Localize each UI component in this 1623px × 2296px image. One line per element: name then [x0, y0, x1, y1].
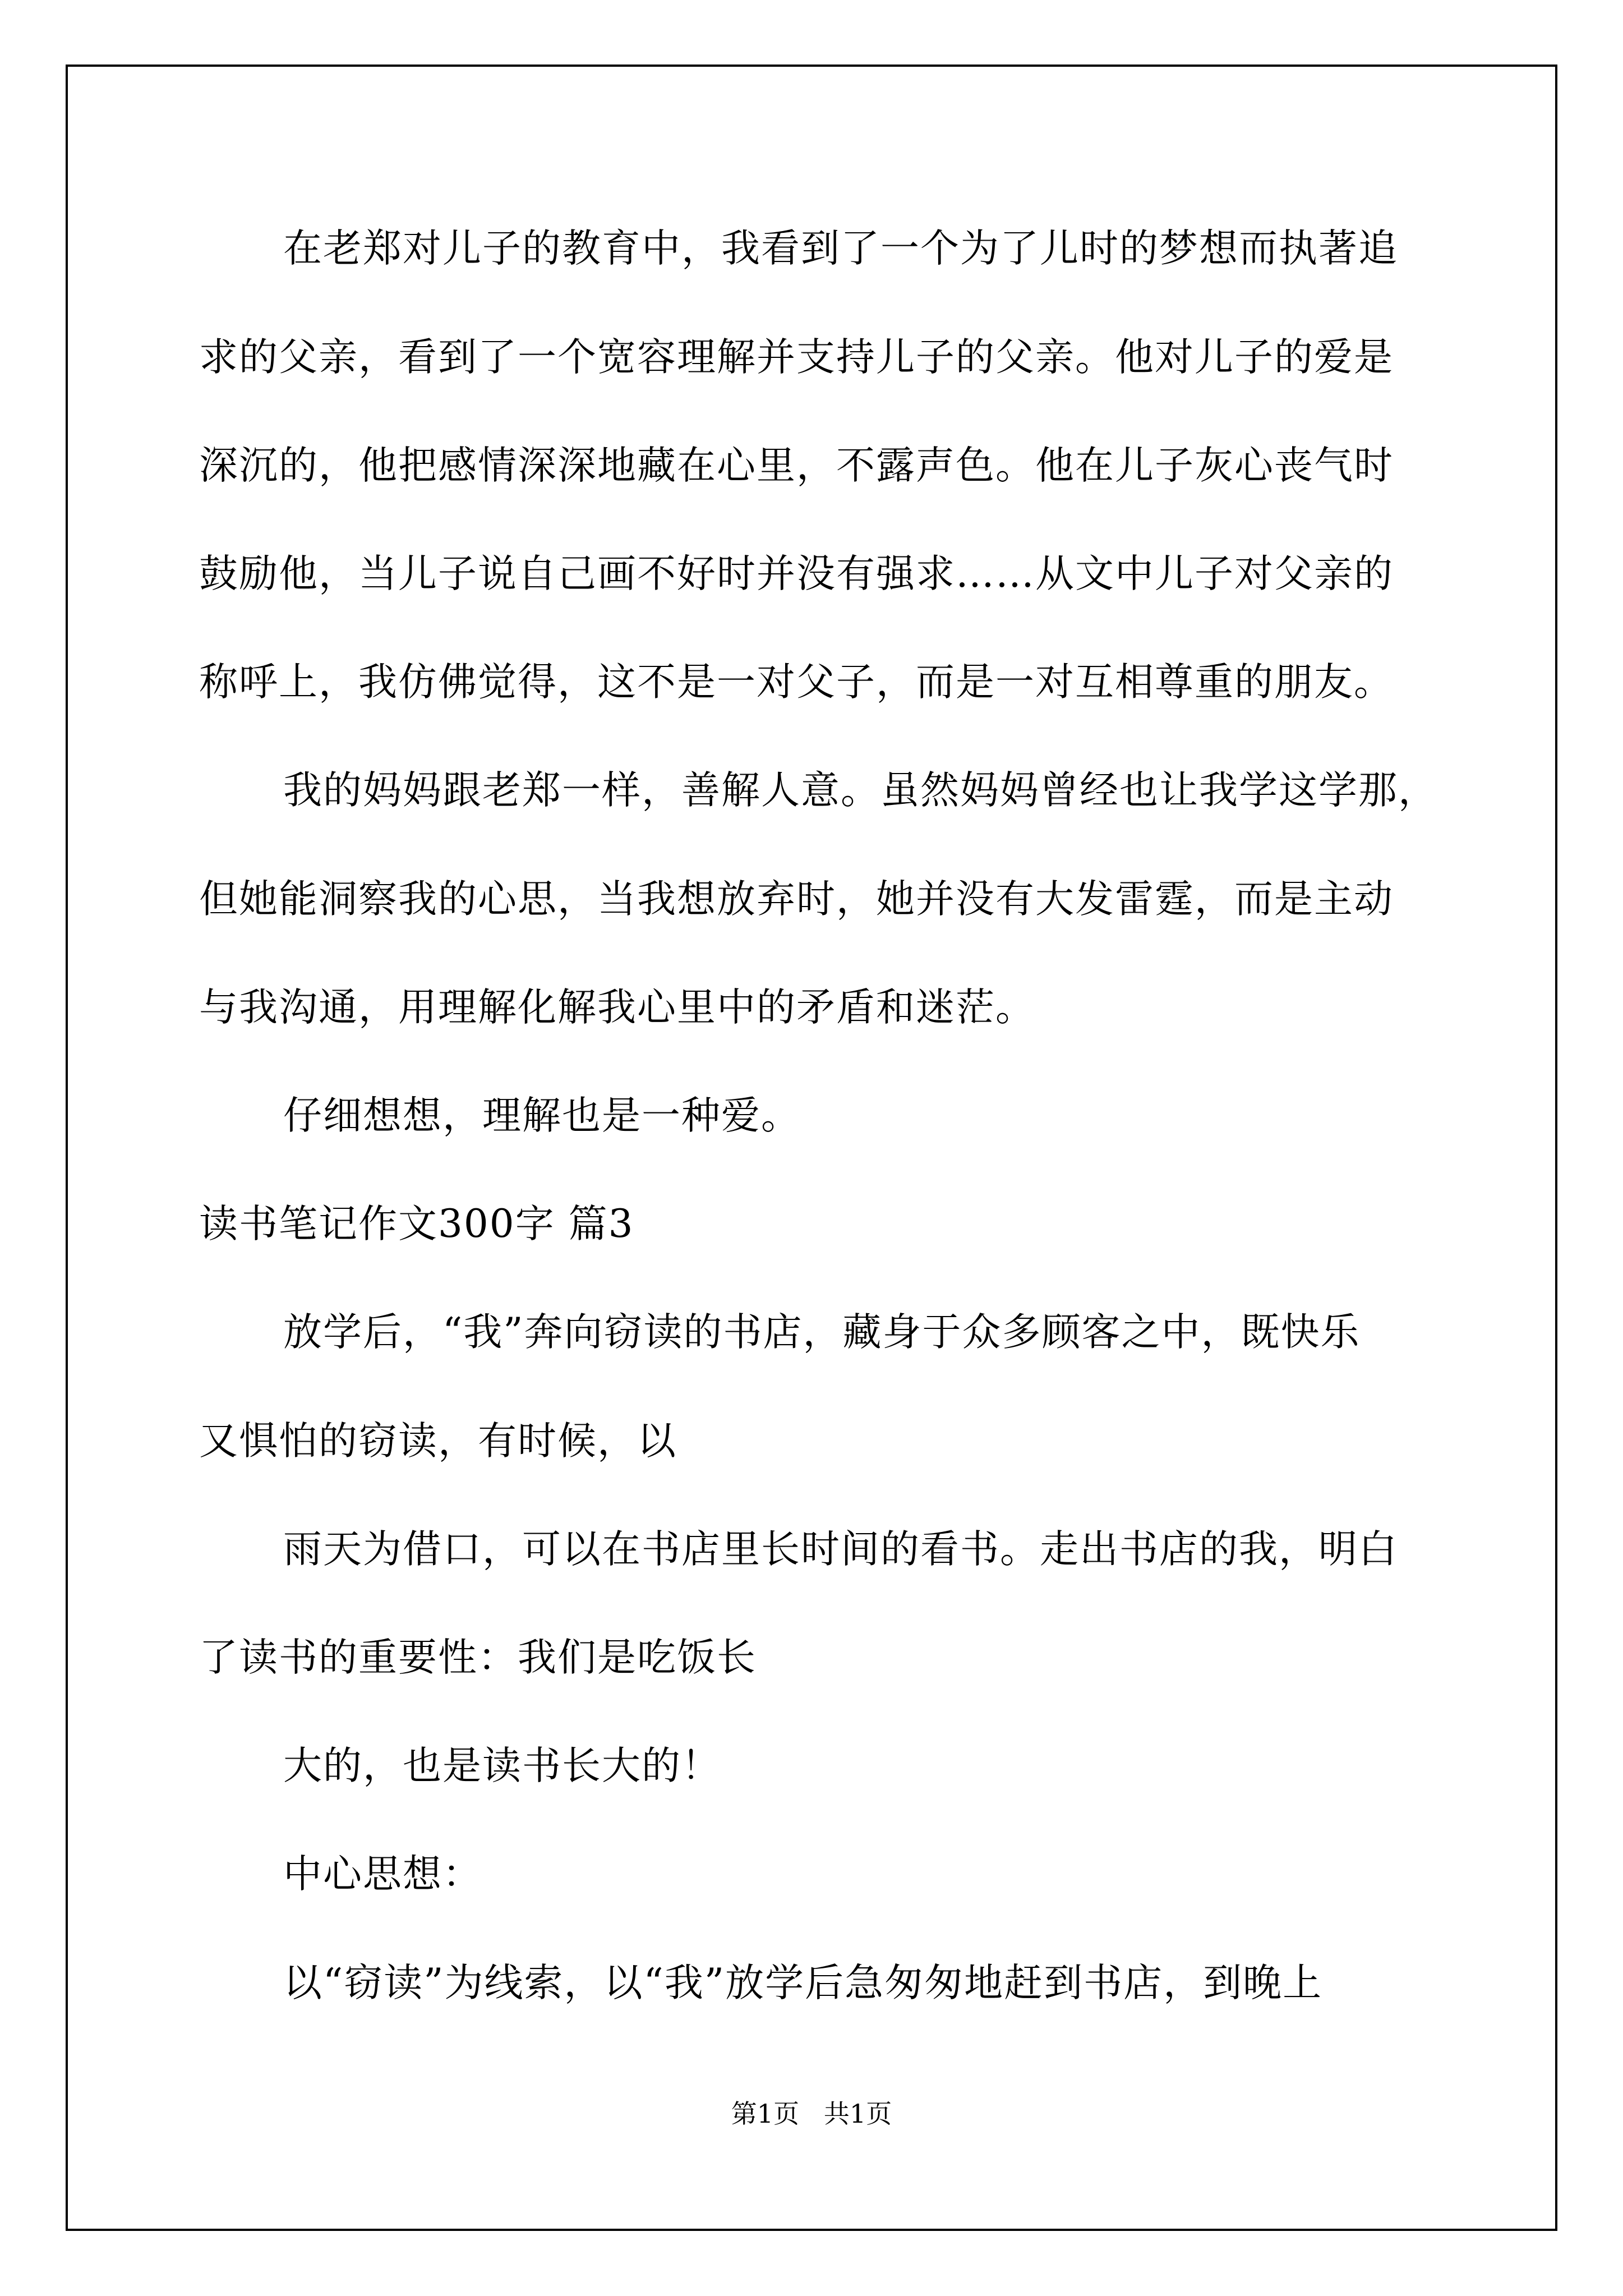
paragraph-2-line-3: 与我沟通，用理解化解我心里中的矛盾和迷茫。	[199, 985, 1035, 1030]
page-footer: 第1页 共1页	[731, 2099, 892, 2129]
paragraph-1-line-2: 求的父亲，看到了一个宽容理解并支持儿子的父亲。他对儿子的爱是	[199, 335, 1394, 380]
paragraph-7-line-1: 中心思想：	[283, 1852, 482, 1897]
section-heading: 读书笔记作文300字 篇3	[199, 1202, 634, 1246]
paragraph-4-line-2: 又惧怕的窃读，有时候，以	[199, 1419, 677, 1464]
paragraph-1-line-1: 在老郑对儿子的教育中，我看到了一个为了儿时的梦想而执著追	[283, 226, 1398, 271]
paragraph-6-line-1: 大的，也是读书长大的！	[283, 1743, 721, 1788]
paragraph-3-line-1: 仔细想想，理解也是一种爱。	[283, 1093, 801, 1138]
paragraph-4-line-1: 放学后，“我”奔向窃读的书店，藏身于众多顾客之中，既快乐	[283, 1310, 1361, 1355]
paragraph-2-line-1: 我的妈妈跟老郑一样，善解人意。虽然妈妈曾经也让我学这学那，	[283, 768, 1438, 813]
paragraph-8-line-1: 以“窃读”为线索，以“我”放学后急匆匆地赶到书店，到晚上	[283, 1961, 1323, 2005]
paragraph-5-line-2: 了读书的重要性：我们是吃饭长	[199, 1635, 757, 1680]
paragraph-5-line-1: 雨天为借口，可以在书店里长时间的看书。走出书店的我，明白	[283, 1527, 1398, 1572]
paragraph-2-line-2: 但她能洞察我的心思，当我想放弃时，她并没有大发雷霆，而是主动	[199, 877, 1394, 922]
paragraph-1-line-3: 深沉的，他把感情深深地藏在心里，不露声色。他在儿子灰心丧气时	[199, 443, 1394, 488]
paragraph-1-line-4: 鼓励他，当儿子说自己画不好时并没有强求……从文中儿子对父亲的	[199, 551, 1394, 596]
page-border	[66, 65, 1557, 2231]
paragraph-1-line-5: 称呼上，我仿佛觉得，这不是一对父子，而是一对互相尊重的朋友。	[199, 660, 1394, 705]
